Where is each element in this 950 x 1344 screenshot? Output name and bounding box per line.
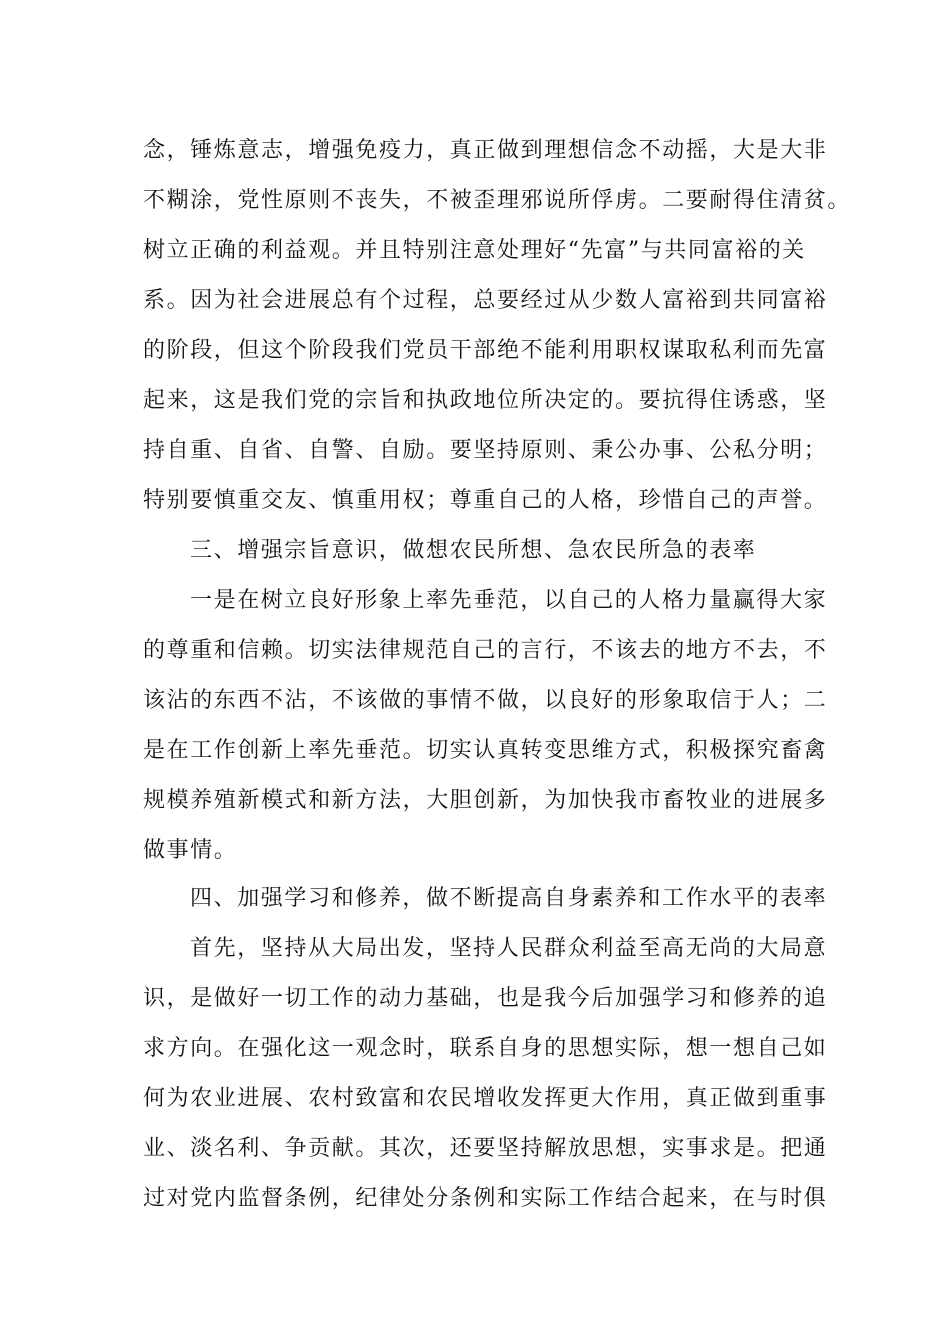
text-line-18: 识，是做好一切工作的动力基础，也是我今后加强学习和修养的追 (143, 986, 828, 1011)
text-line-10: 一是在树立良好形象上率先垂范，以自己的人格力量赢得大家 (190, 588, 828, 613)
text-line-21: 业、淡名利、争贡献。其次，还要坚持解放思想，实事求是。把通 (143, 1136, 828, 1161)
text-line-8: 特别要慎重交友、慎重用权；尊重自己的人格，珍惜自己的声誉。 (143, 488, 828, 513)
text-line-1: 念，锤炼意志，增强免疫力，真正做到理想信念不动摇，大是大非 (143, 138, 828, 163)
section-heading-3: 三、增强宗旨意识，做想农民所想、急农民所急的表率 (190, 538, 757, 563)
text-line-3: 树立正确的利益观。并且特别注意处理好“先富”与共同富裕的关 (143, 238, 806, 263)
text-line-13: 是在工作创新上率先垂范。切实认真转变思维方式，积极探究畜禽 (143, 738, 828, 763)
text-line-19: 求方向。在强化这一观念时，联系自身的思想实际，想一想自己如 (143, 1036, 828, 1061)
text-line-5: 的阶段，但这个阶段我们党员干部绝不能利用职权谋取私利而先富 (143, 338, 828, 363)
text-line-17: 首先，坚持从大局出发，坚持人民群众利益至高无尚的大局意 (190, 936, 828, 961)
text-line-4: 系。因为社会进展总有个过程，总要经过从少数人富裕到共同富裕 (143, 288, 828, 313)
text-line-14: 规模养殖新模式和新方法，大胆创新，为加快我市畜牧业的进展多 (143, 788, 828, 813)
text-line-2: 不糊涂，党性原则不丧失，不被歪理邪说所俘虏。二要耐得住清贫。 (143, 188, 852, 213)
section-heading-4: 四、加强学习和修养，做不断提高自身素养和工作水平的表率 (190, 886, 828, 911)
text-line-22: 过对党内监督条例，纪律处分条例和实际工作结合起来，在与时俱 (143, 1186, 828, 1211)
text-line-12: 该沾的东西不沾，不该做的事情不做，以良好的形象取信于人；二 (143, 688, 828, 713)
text-line-11: 的尊重和信赖。切实法律规范自己的言行，不该去的地方不去，不 (143, 638, 828, 663)
text-line-7: 持自重、自省、自警、自励。要坚持原则、秉公办事、公私分明； (143, 438, 828, 463)
text-line-15: 做事情。 (143, 838, 238, 863)
text-line-20: 何为农业进展、农村致富和农民增收发挥更大作用，真正做到重事 (143, 1086, 828, 1111)
text-line-6: 起来，这是我们党的宗旨和执政地位所决定的。要抗得住诱惑，坚 (143, 388, 828, 413)
